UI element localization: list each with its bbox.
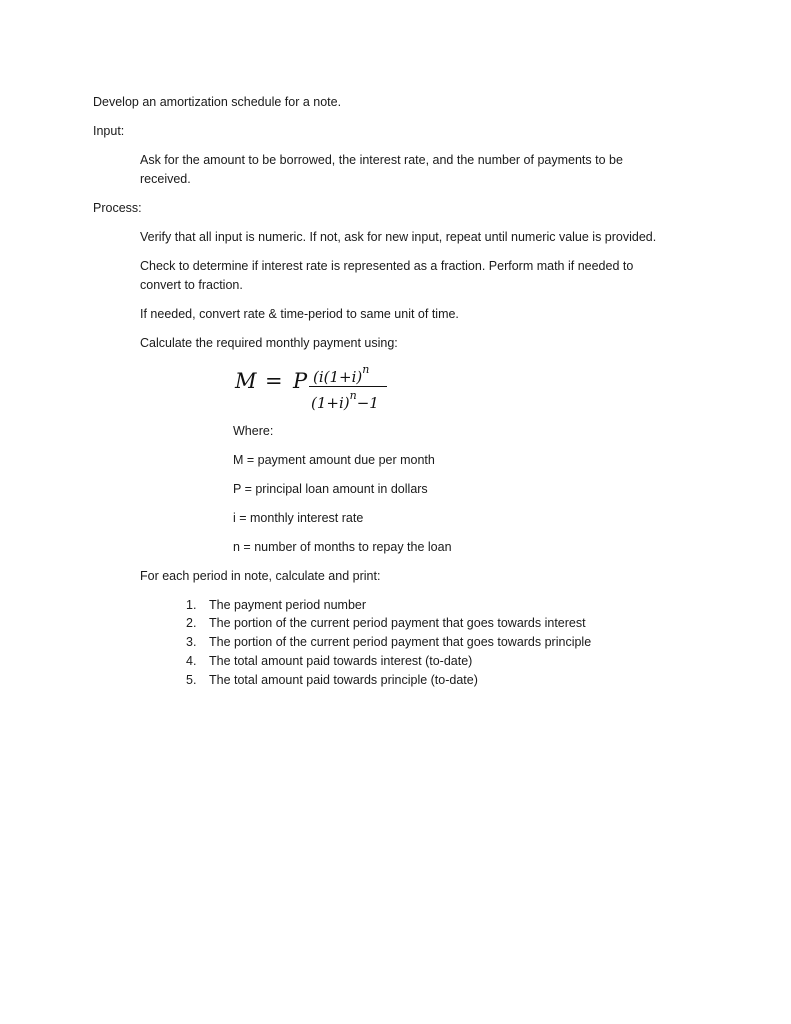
input-heading: Input: — [93, 124, 125, 138]
process-convert: If needed, convert rate & time-period to same unit of time. — [140, 307, 459, 321]
process-check-line2: convert to fraction. — [140, 278, 243, 292]
formula-fraction-bar — [309, 386, 387, 387]
list-item-text: The total amount paid towards principle (to-date) — [209, 673, 478, 687]
process-calculate: Calculate the required monthly payment using: — [140, 336, 398, 350]
list-item-number: 1. — [186, 598, 197, 612]
process-heading: Process: — [93, 201, 142, 215]
list-item-number: 2. — [186, 616, 197, 630]
list-item-text: The portion of the current period payment that goes towards principle — [209, 635, 592, 649]
list-item — [186, 671, 478, 689]
formula-principal: P — [293, 369, 308, 393]
input-text-line1: Ask for the amount to be borrowed, the interest rate, and the number of payments to be — [140, 153, 623, 167]
definition-item: M = payment amount due per month — [233, 453, 435, 467]
formula-numerator: ($i(1+i)^n$ — [313, 363, 370, 386]
list-item — [186, 614, 586, 632]
list-item-text: The payment period number — [209, 598, 367, 612]
list-item — [186, 633, 592, 651]
formula-lhs: M — [235, 369, 257, 393]
payment-formula — [233, 362, 413, 410]
definition-item: i = monthly interest rate — [233, 511, 364, 525]
list-item — [186, 596, 367, 614]
definition-item: n = number of months to repay the loan — [233, 540, 452, 554]
each-period-label: For each period in note, calculate and print: — [140, 569, 381, 583]
formula-denominator: $(1+i)^n-1$ — [311, 389, 379, 412]
list-item-number: 4. — [186, 654, 197, 668]
list-item-number: 3. — [186, 635, 197, 649]
where-label: Where: — [233, 424, 274, 438]
process-check-line1: Check to determine if interest rate is represented as a fraction. Perform math if needed to — [140, 259, 634, 273]
definition-item: P = principal loan amount in dollars — [233, 482, 428, 496]
list-item-text: The portion of the current period payment that goes towards interest — [209, 616, 586, 630]
list-item-text: The total amount paid towards interest (to-date) — [209, 654, 473, 668]
list-item — [186, 652, 473, 670]
input-text-line2: received. — [140, 172, 191, 186]
list-item-number: 5. — [186, 673, 197, 687]
formula-equals: = — [265, 369, 283, 393]
process-verify: Verify that all input is numeric. If not, ask for new input, repeat until numeric value is provided. — [140, 230, 657, 244]
page-title: Develop an amortization schedule for a note. — [93, 95, 342, 109]
